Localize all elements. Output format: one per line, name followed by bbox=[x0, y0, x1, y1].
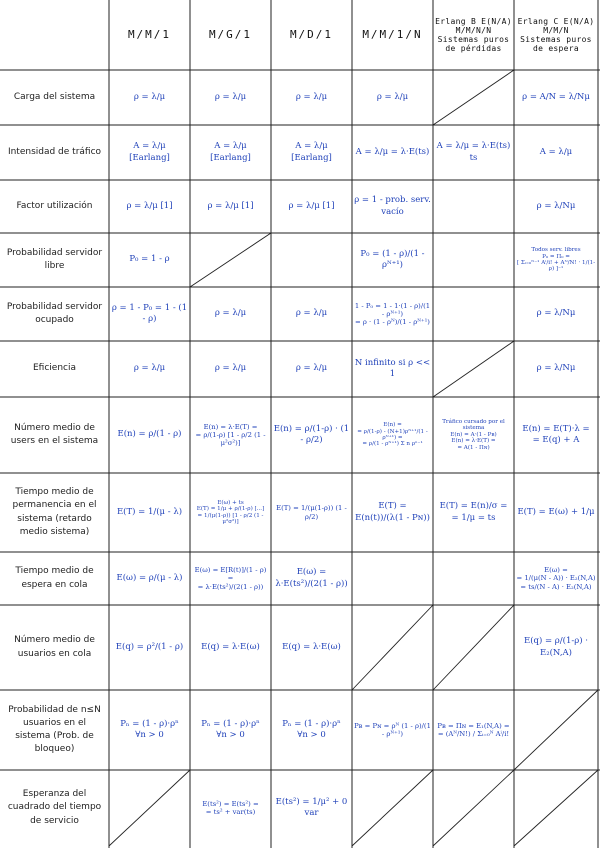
formula-cell: ρ = λ/μ bbox=[214, 308, 247, 319]
row-label: Factor utilización bbox=[16, 200, 93, 211]
formula-cell: E(n) = = ρ/(1-ρ) - (N+1)ρᴺ⁺¹/(1 - ρᴺ⁺¹) = = ρ/(1 - ρᴺ⁺¹) Σ n ρⁿ⁻¹ bbox=[357, 422, 428, 448]
column-header: M/D/1 bbox=[289, 27, 334, 41]
formula-cell: P₀ = (1 - ρ)/(1 - ρᴺ⁺¹) bbox=[360, 248, 425, 270]
formula-cell: 1 - P₀ = 1 - 1·(1 - ρ)/(1 - ρᴺ⁺¹) = ρ · (1 - ρᴺ)/(1 - ρᴺ⁺¹) bbox=[354, 301, 431, 327]
formula-cell: E(n) = E(T)·λ = = E(q) + A bbox=[522, 423, 590, 445]
formula-cell: E(q) = ρ²/(1 - ρ) bbox=[115, 641, 184, 652]
formula-cell: E(q) = ρ/(1-ρ) · E₂(N,A) bbox=[524, 636, 588, 658]
formula-cell: E(T) = 1/(μ - λ) bbox=[116, 506, 183, 517]
formula-cell: E(ω) = E[R(t)]/(1 - ρ) = = λ·E(ts²)/(2(1 - ρ)) bbox=[194, 566, 267, 591]
formula-cell: Pₙ = (1 - ρ)·ρⁿ ∀n > 0 bbox=[282, 718, 341, 740]
formula-cell: E(T) = E(n)/σ = = 1/μ = ts bbox=[439, 501, 508, 523]
row-label: Carga del sistema bbox=[13, 91, 96, 102]
formula-cell: P₀ = 1 - ρ bbox=[129, 254, 170, 265]
formula-cell: ρ = λ/μ [1] bbox=[288, 200, 335, 211]
formula-cell: Pₙ = (1 - ρ)·ρⁿ ∀n > 0 bbox=[120, 718, 179, 740]
row-label: Probabilidad servidor ocupado bbox=[6, 301, 103, 325]
formula-cell: E(ω) + ts E(T) = 1/μ + ρ/(1-ρ) [...] = 1/(μ(1-ρ)) [1 - ρ/2 (1 - μ²σ²)] bbox=[196, 499, 265, 525]
not-applicable-slash bbox=[433, 605, 514, 690]
formula-cell: ρ = λ/Nμ bbox=[536, 200, 576, 211]
formula-cell: A = λ/μ = λ·E(ts) bbox=[355, 146, 430, 157]
formula-cell: ρ = A/N = λ/Nμ bbox=[522, 91, 590, 102]
formula-cell: Pʙ = Πɴ = E₁(N,A) = = (Aᴺ/N!) / Σᵢ₌₀ᴺ Aⁱ/i! bbox=[437, 721, 510, 738]
formula-cell: ρ = λ/μ bbox=[133, 363, 166, 374]
formula-cell: Pₙ = (1 - ρ)·ρⁿ ∀n > 0 bbox=[201, 718, 260, 740]
row-label: Esperanza del cuadrado del tiempo de servicio bbox=[7, 789, 102, 826]
formula-cell: ρ = λ/μ bbox=[214, 363, 247, 374]
row-label: Probabilidad servidor libre bbox=[6, 247, 103, 271]
column-header: M/G/1 bbox=[208, 27, 253, 41]
formula-cell: ρ = λ/μ bbox=[295, 308, 328, 319]
formula-cell: E(T) = E(n(t))/(λ(1 - Pɴ)) bbox=[355, 501, 430, 523]
row-label: Tiempo medio de espera en cola bbox=[15, 566, 94, 590]
not-applicable-slash bbox=[109, 770, 190, 846]
not-applicable-slash bbox=[190, 233, 271, 287]
not-applicable-slash bbox=[352, 770, 433, 846]
formula-cell: ρ = λ/μ [1] bbox=[126, 200, 173, 211]
row-label: Intensidad de tráfico bbox=[7, 146, 102, 157]
column-header: Erlang B E(N/A) M/M/N/N Sistemas puros de pérdidas bbox=[435, 16, 512, 54]
formula-cell: ρ = λ/μ bbox=[295, 91, 328, 102]
formula-cell: ρ = λ/μ bbox=[133, 91, 166, 102]
formula-cell: ρ = λ/μ [1] bbox=[207, 200, 254, 211]
formula-cell: A = λ/μ [Earlang] bbox=[210, 141, 251, 163]
formula-cell: E(ts²) = E(ts²) = = ts² + var(ts) bbox=[202, 799, 259, 816]
formula-cell: E(n) = ρ/(1 - ρ) bbox=[117, 429, 182, 440]
formula-cell: E(T) = 1/(μ(1-ρ)) (1 - ρ/2) bbox=[276, 504, 347, 521]
formula-cell: E(n) = ρ/(1-ρ) · (1 - ρ/2) bbox=[273, 423, 350, 445]
formula-cell: ρ = λ/Nμ bbox=[536, 363, 576, 374]
not-applicable-slash bbox=[433, 70, 514, 125]
row-label: Eficiencia bbox=[32, 363, 76, 374]
formula-cell: N infinito si ρ << 1 bbox=[354, 357, 431, 379]
formula-cell: ρ = λ/μ bbox=[295, 363, 328, 374]
formula-cell: Todos serv. libres P₀ = Π₀ = [ Σᵢ₌₀ᴺ⁻¹ Aⁱ/i! + Aᴺ/N! · 1/(1-ρ) ]⁻¹ bbox=[516, 247, 596, 273]
formula-cell: A = λ/μ [Earlang] bbox=[291, 141, 332, 163]
formula-cell: ρ = λ/μ bbox=[376, 91, 409, 102]
column-header: Erlang C E(N/A) M/M/N Sistemas puros de espera bbox=[517, 16, 595, 54]
row-label: Número medio de usuarios en cola bbox=[14, 635, 95, 659]
formula-cell: Pʙ = Pɴ = ρᴺ (1 - ρ)/(1 - ρᴺ⁺¹) bbox=[354, 721, 431, 738]
not-applicable-slash bbox=[514, 690, 598, 770]
row-label: Tiempo medio de permanencia en el sistema (retardo medio sistema) bbox=[12, 487, 97, 537]
formula-cell: E(T) = E(ω) + 1/μ bbox=[517, 506, 595, 517]
formula-cell: E(q) = λ·E(ω) bbox=[282, 641, 341, 652]
formula-cell: ρ = λ/μ bbox=[214, 91, 247, 102]
not-applicable-slash bbox=[352, 605, 433, 690]
row-label: Probabilidad de n≤N usuarios en el sistema (Prob. de bloqueo) bbox=[8, 704, 101, 755]
formula-cell: E(ts²) = 1/μ² + 0 var bbox=[275, 796, 348, 818]
column-header: M/M/1/N bbox=[362, 27, 423, 41]
formula-cell: E(ω) = = 1/(μ(N - A)) · E₂(N,A) = ts/(N - A) · E₂(N,A) bbox=[516, 566, 596, 591]
formula-cell: A = λ/μ = λ·E(ts) ts bbox=[436, 141, 511, 163]
formula-cell: A = λ/μ bbox=[539, 146, 573, 157]
formula-cell: A = λ/μ [Earlang] bbox=[129, 141, 170, 163]
column-header: M/M/1 bbox=[127, 27, 172, 41]
formula-cell: E(ω) = ρ/(μ - λ) bbox=[116, 572, 183, 583]
formula-cell: ρ = 1 - prob. serv. vacío bbox=[354, 195, 431, 217]
formula-cell: E(q) = λ·E(ω) bbox=[201, 641, 260, 652]
not-applicable-slash bbox=[514, 770, 598, 846]
not-applicable-slash bbox=[433, 770, 514, 846]
formula-cell: ρ = 1 - P₀ = 1 - (1 - ρ) bbox=[111, 302, 188, 324]
formula-cell: E(n) = λ·E(T) = = ρ/(1-ρ) [1 - ρ/2 (1 - μ²σ²)] bbox=[195, 422, 266, 448]
formula-cell: ρ = λ/Nμ bbox=[536, 308, 576, 319]
not-applicable-slash bbox=[433, 341, 514, 397]
row-label: Número medio de users en el sistema bbox=[10, 422, 99, 446]
formula-cell: E(ω) = λ·E(ts²)/(2(1 - ρ)) bbox=[275, 567, 348, 589]
formula-cell: Tráfico cursado por el sistema E(n) = A·(1 - Pʙ) E(n) = λ·E(T) = = A(1 - Πɴ) bbox=[442, 418, 505, 451]
